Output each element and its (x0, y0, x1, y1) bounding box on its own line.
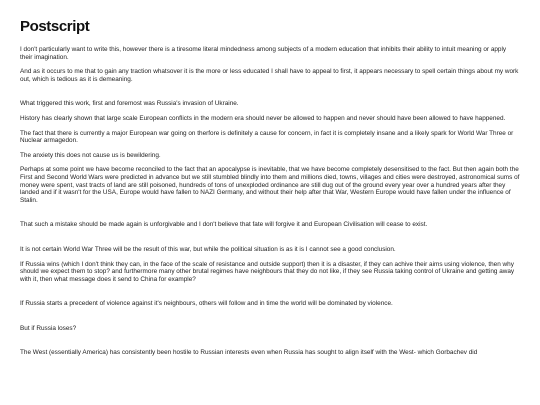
paragraph: If Russia starts a precedent of violence against it's neighbours, others will follow and in time the world will be dominated by violence. (20, 300, 393, 308)
paragraph-gap (20, 61, 520, 68)
paragraph-gap (20, 159, 520, 166)
paragraph: I don't particularly want to write this, however there is a tiresome literal mindedness among subjects of a modern education that inhibits their ability to intuit meaning or apply their imagination. (20, 46, 507, 61)
paragraph-gap (20, 123, 520, 130)
paragraph: And as it occurs to me that to gain any traction whatsover it is the more or less educated I shall have to appeal to first, it appears necessary to spell certain things about my work out, which is tedious as it is demeaning. (20, 68, 519, 83)
paragraph-gap (20, 108, 520, 115)
paragraph: What triggered this work, first and foremost was Russia's invasion of Ukraine. (20, 100, 239, 108)
paragraph-gap (20, 204, 520, 221)
paragraph-gap (20, 145, 520, 152)
paragraph-gap (20, 229, 520, 246)
paragraph-gap (20, 308, 520, 325)
paragraph: The fact that there is currently a major European war going on therfore is definitely a cause for concern, in fact it is completely insane and a likely spark for World War Three or Nuclear armagedon. (20, 129, 514, 145)
paragraph: The anxiety this does not cause us is bewildering. (20, 151, 161, 159)
paragraph-gap (20, 283, 520, 300)
paragraph-gap (20, 332, 520, 349)
page-title: Postscript (20, 18, 90, 35)
paragraph: If Russia wins (which I don't think they can, in the face of the scale of resistance and outside support) then it is a disaster, if they can achive their aims using violence, then why should we expect them to stop? and furthermore many other brutal regimes have neighbours that they do not like, if they see Russia taking control of Ukraine and getting away with it, then what message does it send to China for example? (20, 260, 515, 283)
paragraph: It is not certain World War Three will be the result of this war, but while the political situation is as it is I cannot see a good conclusion. (20, 245, 396, 253)
paragraph: That such a mistake should be made again is unforgivable and I don't believe that fate will forgive it and European Civilisation will cease to exist. (20, 221, 428, 229)
paragraph-gap (20, 254, 520, 261)
paragraph: History has clearly shown that large scale European conflicts in the modern era should never be allowed to happen and never should have been allowed to have happened. (20, 114, 506, 122)
paragraph: But if Russia loses? (20, 324, 77, 332)
paragraph: Perhaps at some point we have become reconciled to the fact that an apocalypse is inevitable, that we have become completely desensitised to the fact. But then again both the First and Second World Wars were predicted in advance but we still stumbled blindly into them and millions died, towns, villages and cities were destroyed, astronomical sums of money were spent, vast tracts of land are still poisoned, hundreds of tons of unexploded ordinance are still dug out of the ground every year over a hundred years after they landed and if it wasn't for the USA, Europe would have fallen to NAZI Germany, and without their help after that War, Western Europe would have fallen under the influence of Stalin. (20, 166, 520, 204)
paragraph-gap (20, 83, 520, 100)
paragraph: The West (essentially America) has consistently been hostile to Russian interests even when Russia has sought to align itself with the West- which Gorbachev did (20, 349, 478, 357)
document-page (20, 18, 520, 357)
